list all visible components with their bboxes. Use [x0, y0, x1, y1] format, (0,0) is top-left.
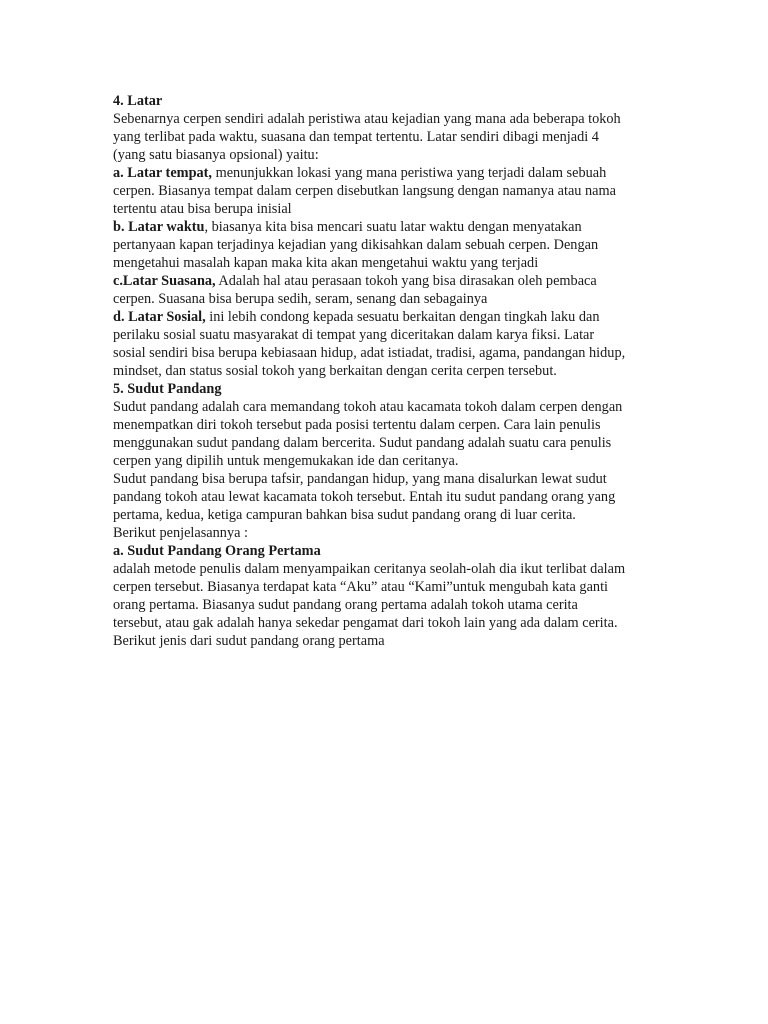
- text-line: menggunakan sudut pandang dalam bercerita. Sudut pandang adalah suatu cara penulis: [113, 435, 612, 451]
- text-line: (yang satu biasanya opsional) yaitu:: [113, 147, 319, 163]
- term-latar-suasana: c.Latar Suasana,: [113, 273, 216, 289]
- latar-waktu-paragraph: [113, 218, 668, 272]
- section-heading-latar: 4. Latar: [113, 93, 163, 109]
- sub-heading-orang-pertama: a. Sudut Pandang Orang Pertama: [113, 543, 321, 559]
- sudut-pandang-paragraph-1: [113, 398, 668, 470]
- text-line: cerpen tersebut. Biasanya terdapat kata “Aku” atau “Kami”untuk mengubah kata ganti: [113, 579, 609, 595]
- latar-tempat-paragraph: [113, 164, 668, 218]
- text-line: sosial sendiri bisa berupa kebiasaan hidup, adat istiadat, tradisi, agama, pandangan hidup,: [113, 345, 626, 361]
- text-line: adalah metode penulis dalam menyampaikan ceritanya seolah-olah dia ikut terlibat dalam: [113, 561, 626, 577]
- text-line: Sebenarnya cerpen sendiri adalah peristiwa atau kejadian yang mana ada beberapa tokoh: [113, 111, 621, 127]
- text-line: cerpen yang dipilih untuk mengemukakan ide dan ceritanya.: [113, 453, 459, 469]
- text-line: cerpen. Biasanya tempat dalam cerpen disebutkan langsung dengan namanya atau nama: [113, 183, 616, 199]
- text-line: pertama, kedua, ketiga campuran bahkan bisa sudut pandang orang di luar cerita.: [113, 507, 576, 523]
- latar-intro-paragraph: [113, 110, 668, 164]
- text-line: perilaku sosial suatu masyarakat di tempat yang diceritakan dalam karya fiksi. Latar: [113, 327, 595, 343]
- text-line: tertentu atau bisa berupa inisial: [113, 201, 292, 217]
- text-line: cerpen. Suasana bisa berupa sedih, seram, senang dan sebagainya: [113, 291, 488, 307]
- text-line: menempatkan diri tokoh tersebut pada posisi tertentu dalam cerpen. Cara lain penulis: [113, 417, 601, 433]
- text-line: Sudut pandang adalah cara memandang tokoh atau kacamata tokoh dalam cerpen dengan: [113, 399, 623, 415]
- text-line: mengetahui masalah kapan maka kita akan mengetahui waktu yang terjadi: [113, 255, 539, 271]
- berikut-jenis-line: Berikut jenis dari sudut pandang orang pertama: [113, 633, 385, 649]
- text-line: tersebut, atau gak adalah hanya sekedar pengamat dari tokoh lain yang ada dalam cerita.: [113, 615, 618, 631]
- text-line: , biasanya kita bisa mencari suatu latar waktu dengan menyatakan: [204, 219, 582, 235]
- text-line: yang terlibat pada waktu, suasana dan tempat tertentu. Latar sendiri dibagi menjadi 4: [113, 129, 599, 145]
- text-line: Sudut pandang bisa berupa tafsir, pandangan hidup, yang mana disalurkan lewat sudut: [113, 471, 607, 487]
- berikut-penjelasannya-line: Berikut penjelasannya :: [113, 525, 248, 541]
- text-line: orang pertama. Biasanya sudut pandang orang pertama adalah tokoh utama cerita: [113, 597, 578, 613]
- text-line: ini lebih condong kepada sesuatu berkaitan dengan tingkah laku dan: [205, 309, 600, 325]
- orang-pertama-paragraph: [113, 560, 668, 632]
- latar-suasana-paragraph: [113, 272, 668, 308]
- text-line: menunjukkan lokasi yang mana peristiwa yang terjadi dalam sebuah: [212, 165, 607, 181]
- latar-sosial-paragraph: [113, 308, 668, 380]
- section-heading-sudut-pandang: 5. Sudut Pandang: [113, 381, 222, 397]
- sudut-pandang-paragraph-2: [113, 470, 668, 524]
- text-line: mindset, dan status sosial tokoh yang berkaitan dengan cerita cerpen tersebut.: [113, 363, 557, 379]
- text-line: Adalah hal atau perasaan tokoh yang bisa dirasakan oleh pembaca: [215, 273, 597, 289]
- term-latar-sosial: d. Latar Sosial,: [113, 309, 206, 325]
- term-latar-tempat: a. Latar tempat,: [113, 165, 213, 181]
- text-line: pertanyaan kapan terjadinya kejadian yang dikisahkan dalam sebuah cerpen. Dengan: [113, 237, 599, 253]
- term-latar-waktu: b. Latar waktu: [113, 219, 205, 235]
- text-line: pandang tokoh atau lewat kacamata tokoh tersebut. Entah itu sudut pandang orang yang: [113, 489, 616, 505]
